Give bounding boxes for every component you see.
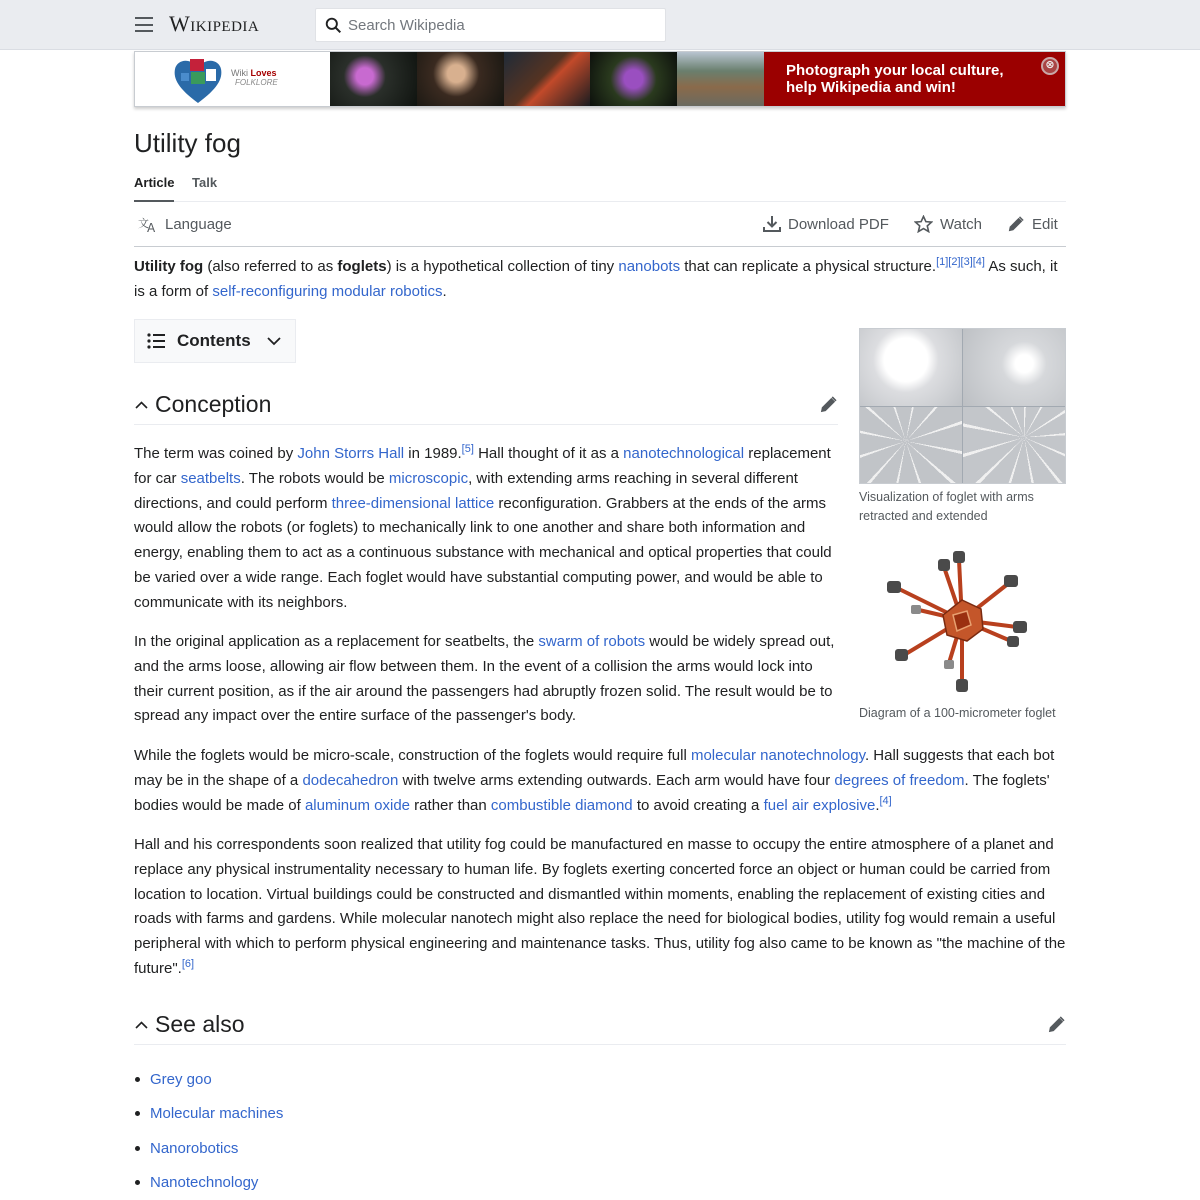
- text: . The foglets' bodies would be made of: [134, 771, 1050, 814]
- paragraph: [134, 442, 840, 616]
- page-toolbar: [134, 203, 1066, 247]
- text: .: [442, 283, 447, 300]
- list-item: [134, 1166, 283, 1200]
- text: . The robots would be: [240, 469, 389, 487]
- lead-paragraph: [134, 254, 1066, 304]
- banner-photo: [417, 52, 504, 106]
- close-icon[interactable]: ⊗: [1041, 57, 1059, 75]
- link-nanotechnology[interactable]: Nanotechnology: [150, 1174, 259, 1192]
- paragraph: [134, 833, 1066, 982]
- text: As such, it is a form of: [134, 258, 1058, 300]
- banner-photos: [330, 52, 764, 106]
- text: Hall and his correspondents soon realized that utility fog could be manufactured en masse to occupy the entire atmosphere of a planet and replace any physical instrumentality necessary to human life. By foglets exerting concerted force an object or human could be carried from location to location. Virtual buildings could be constructed and dismantled within moments, enabling the replacement of existing cities and roads with farms and gardens. While molecular nanotech might also replace the need for biological bodies, utility fog would remain a useful peripheral with which to perform physical engineering and maintenance tasks. Thus, utility fog also came to be known as "the machine of the future".: [134, 836, 1066, 977]
- download-pdf-label: Download PDF: [788, 215, 889, 233]
- page-title: Utility fog: [134, 128, 241, 158]
- text: (also referred to as: [203, 258, 338, 275]
- link-swarm-of-robots[interactable]: swarm of robots: [538, 633, 646, 650]
- text: . Hall suggests that each bot may be in the shape of a: [134, 747, 1055, 789]
- link-seatbelts[interactable]: seatbelts: [180, 469, 241, 487]
- text: would be widely spread out, and the arms loose, allowing air flow between them. In the event of a collision the arms would lock into their current position, as if the air around the passengers had abruptly frozen solid. The result would be to spread any impact over the entire surface of the passenger's body.: [134, 633, 835, 725]
- text: ) is a hypothetical collection of tiny: [386, 258, 619, 275]
- figure-foglet-diagram: [859, 545, 1066, 723]
- figure-foglet-visualization: [859, 328, 1066, 526]
- contents-toggle[interactable]: [134, 319, 296, 363]
- reference-link[interactable]: [5]: [461, 443, 474, 455]
- text: .: [875, 796, 880, 814]
- link-self-reconfiguring-modular-robotics[interactable]: self-reconfiguring modular robotics: [212, 283, 443, 300]
- figure-caption: Visualization of foglet with arms retracted and extended: [859, 490, 1034, 523]
- text: with twelve arms extending outwards. Each arm would have four: [398, 771, 835, 789]
- text: reconfiguration. Grabbers at the ends of the arms would allow the robots (or foglets) to mechanically link to one another and share both information and energy, enabling them to act as a continuous substance with mechanical and optical properties that could be varied over a wide range. Each foglet would have substantial computing power, and would be able to communicate with its neighbors.: [134, 494, 832, 611]
- svg-text:文: 文: [138, 217, 149, 230]
- wiki-loves-folklore-logo: [135, 52, 330, 106]
- language-label: Language: [165, 215, 232, 233]
- download-icon: [763, 215, 781, 233]
- link-degrees-of-freedom[interactable]: degrees of freedom: [834, 771, 965, 789]
- text: The term was coined by: [134, 445, 298, 462]
- tab-talk[interactable]: Talk: [192, 175, 218, 190]
- image-tile: [963, 407, 1065, 484]
- svg-text:A: A: [147, 221, 156, 233]
- language-icon: [138, 215, 158, 233]
- paragraph: [134, 630, 840, 729]
- search-icon: [325, 17, 342, 34]
- text: that can replicate a physical structure.: [680, 258, 937, 275]
- language-button[interactable]: [138, 215, 232, 233]
- wikipedia-logo[interactable]: Wikipedia: [169, 11, 260, 36]
- hamburger-line: [135, 30, 153, 32]
- watch-label: Watch: [940, 215, 982, 233]
- text: In the original application as a replacement for seatbelts, the: [134, 633, 539, 650]
- top-header: [0, 0, 1200, 50]
- reference-link[interactable]: [6]: [181, 957, 195, 970]
- edit-section-icon[interactable]: [1047, 1015, 1066, 1034]
- section-title: Conception: [155, 391, 272, 417]
- text: Hall thought of it as a: [473, 445, 624, 462]
- contents-label: Contents: [177, 331, 251, 350]
- link-nanobots[interactable]: nanobots: [618, 258, 681, 275]
- list-item: [134, 1097, 283, 1132]
- banner-photo: [677, 52, 764, 106]
- section-heading-conception: [134, 385, 838, 425]
- banner-photo: [590, 52, 677, 106]
- edit-button[interactable]: [1007, 215, 1058, 233]
- chevron-up-icon[interactable]: [134, 1020, 149, 1030]
- list-item: [134, 1062, 283, 1097]
- link-dodecahedron[interactable]: dodecahedron: [302, 771, 399, 789]
- search-input[interactable]: [348, 17, 648, 34]
- main-menu-button[interactable]: [135, 17, 153, 32]
- tab-article[interactable]: Article: [134, 175, 174, 202]
- banner-photo: [330, 52, 417, 106]
- link-combustible-diamond[interactable]: combustible diamond: [490, 796, 633, 814]
- banner-cta-text: Photograph your local culture, help Wikipedia and win!: [786, 62, 1004, 96]
- link-microscopic[interactable]: microscopic: [388, 469, 469, 487]
- text: replacement for car: [134, 445, 831, 487]
- banner-photo: [504, 52, 591, 106]
- hamburger-line: [135, 24, 153, 26]
- puzzle-heart-icon: [171, 55, 226, 105]
- chevron-down-icon: [267, 337, 281, 346]
- link-molecular-nanotechnology[interactable]: molecular nanotechnology: [690, 747, 865, 764]
- link-john-storrs-hall[interactable]: John Storrs Hall: [297, 445, 405, 462]
- reference-link[interactable]: [4]: [879, 794, 892, 807]
- logo-folklore: FOLKLORE: [235, 78, 278, 87]
- list-icon: [147, 333, 165, 349]
- link-aluminum-oxide[interactable]: aluminum oxide: [304, 796, 411, 814]
- page-tabs: [134, 175, 1066, 202]
- logo-wiki: Wiki: [231, 68, 248, 78]
- star-icon: [914, 215, 933, 233]
- image-tile: [963, 329, 1065, 406]
- link-nanotechnological[interactable]: nanotechnological: [623, 445, 745, 462]
- foglet-visualization-image[interactable]: [859, 328, 1066, 484]
- pencil-icon: [1007, 215, 1025, 233]
- banner-logo-text: [231, 68, 278, 88]
- download-pdf-button[interactable]: [763, 215, 889, 233]
- edit-section-icon[interactable]: [819, 395, 838, 414]
- section-heading-see-also: [134, 1005, 1066, 1045]
- edit-label: Edit: [1032, 215, 1058, 233]
- link-three-dimensional-lattice[interactable]: three-dimensional lattice: [331, 494, 495, 512]
- image-tile: [860, 407, 962, 484]
- link-molecular-machines[interactable]: Molecular machines: [150, 1105, 284, 1123]
- logo-loves: Loves: [250, 68, 277, 78]
- link-nanorobotics[interactable]: Nanorobotics: [150, 1139, 239, 1157]
- image-tile: [860, 329, 962, 406]
- bold-term: Utility fog: [134, 258, 204, 275]
- text: rather than: [410, 796, 491, 814]
- text: , with extending arms reaching in several different directions, and could perform: [134, 469, 798, 512]
- reference-link[interactable]: [1][2][3][4]: [936, 256, 985, 268]
- chevron-up-icon[interactable]: [134, 400, 149, 410]
- paragraph: [134, 744, 1066, 818]
- figure-caption: Diagram of a 100-micrometer foglet: [859, 706, 1056, 720]
- section-title: See also: [155, 1011, 245, 1037]
- text: in 1989.: [404, 445, 462, 462]
- list-item: [134, 1131, 283, 1166]
- text: to avoid creating a: [632, 796, 764, 814]
- hamburger-icon: [135, 17, 153, 19]
- foglet-diagram-image[interactable]: [859, 545, 1066, 695]
- link-fuel-air-explosive[interactable]: fuel air explosive: [763, 796, 876, 814]
- watch-button[interactable]: [914, 215, 982, 233]
- see-also-list: [134, 1062, 283, 1200]
- bold-term: foglets: [337, 258, 387, 275]
- search-box[interactable]: [315, 8, 666, 42]
- banner-cta[interactable]: [764, 52, 1065, 106]
- link-grey-goo[interactable]: Grey goo: [150, 1070, 212, 1088]
- campaign-banner[interactable]: [134, 51, 1066, 107]
- text: While the foglets would be micro-scale, construction of the foglets would require full: [134, 747, 691, 764]
